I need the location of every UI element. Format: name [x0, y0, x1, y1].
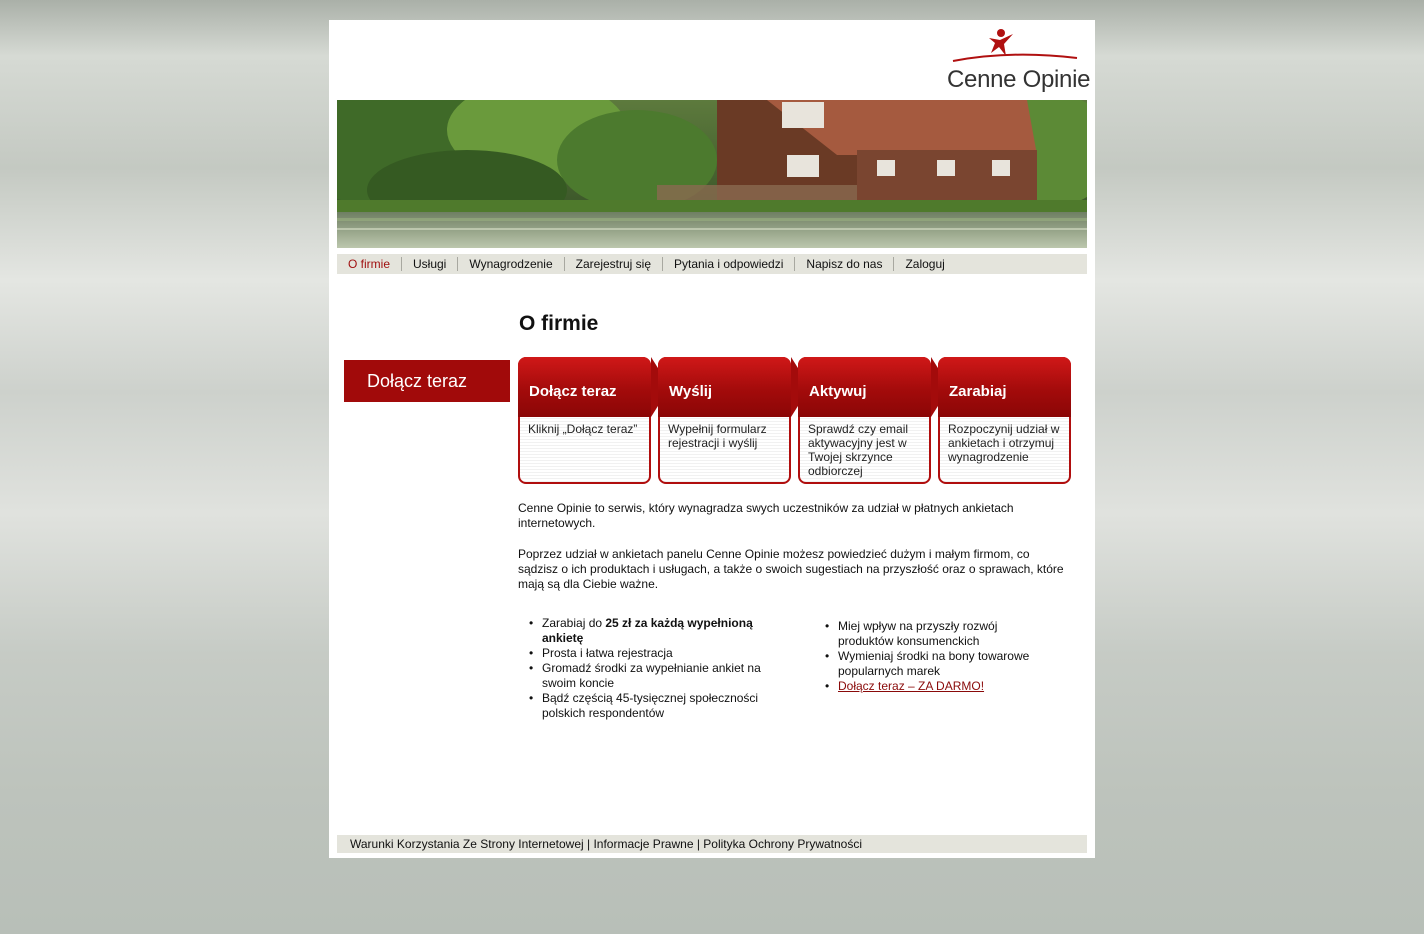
- logo[interactable]: [941, 28, 1091, 94]
- step-label: Dołącz teraz: [529, 383, 617, 400]
- step-card-activate: [798, 357, 931, 484]
- footer-link-legal[interactable]: Informacje Prawne: [593, 837, 694, 851]
- step-card-earn: [938, 357, 1071, 484]
- nav-item-pytania[interactable]: Pytania i odpowiedzi: [662, 257, 794, 271]
- description-paragraph: Poprzez udział w ankietach panelu Cenne Opinie możesz powiedzieć dużym i małym firmom, co sądzisz o ich produktach i usługach, a także o swoich sugestiach na przyszłość oraz o sprawach, które mają są dla Ciebie ważne.: [518, 547, 1064, 591]
- step-card-join: [518, 357, 651, 484]
- logo-text: Cenne Opinie: [947, 66, 1091, 93]
- footer: [337, 835, 1087, 853]
- step-description: Sprawdź czy email aktywacyjny jest w Twojej skrzynce odbiorczej: [808, 422, 909, 478]
- list-item: • Zarabiaj do 25 zł za każdą wypełnioną ankietę: [529, 616, 784, 646]
- step-label: Zarabiaj: [949, 383, 1007, 400]
- step-description: Rozpoczynij udział w ankietach i otrzymuj wynagrodzenie: [948, 422, 1060, 464]
- list-item: • Bądź częścią 45-tysięcznej społeczności polskich respondentów: [529, 691, 784, 721]
- list-item: [825, 679, 1055, 694]
- nav-item-napisz[interactable]: Napisz do nas: [794, 257, 893, 271]
- benefits-list-right: [825, 619, 1055, 694]
- footer-separator: |: [693, 837, 704, 851]
- step-description: Wypełnij formularz rejestracji i wyślij: [668, 422, 767, 450]
- list-item: • Gromadź środki za wypełnianie ankiet na swoim koncie: [529, 661, 784, 691]
- logo-figure-icon: [951, 28, 1081, 64]
- page-container: [329, 20, 1095, 858]
- nav-item-zarejestruj[interactable]: Zarejestruj się: [564, 257, 662, 271]
- footer-link-privacy[interactable]: Polityka Ochrony Prywatności: [703, 837, 863, 851]
- list-item: • Prosta i łatwa rejestracja: [529, 646, 784, 661]
- footer-link-terms[interactable]: Warunki Korzystania Ze Strony Internetowej: [350, 837, 584, 851]
- nav-item-uslugi[interactable]: Usługi: [401, 257, 457, 271]
- nav-item-zaloguj[interactable]: Zaloguj: [893, 257, 955, 271]
- step-label: Wyślij: [669, 383, 713, 400]
- step-card-send: [658, 357, 791, 484]
- list-item: • Miej wpływ na przyszły rozwój produktów konsumenckich: [825, 619, 1055, 649]
- header-banner-image: [337, 100, 1087, 248]
- intro-paragraph: Cenne Opinie to serwis, który wynagradza swych uczestników za udział w płatnych ankietach internetowych.: [518, 501, 1014, 530]
- benefits-list-left: [529, 616, 784, 721]
- page-title: O firmie: [519, 312, 599, 335]
- list-item: • Wymieniaj środki na bony towarowe popularnych marek: [825, 649, 1055, 679]
- footer-separator: |: [583, 837, 594, 851]
- step-description: Kliknij „Dołącz teraz”: [528, 422, 638, 436]
- nav-item-wynagrodzenie[interactable]: Wynagrodzenie: [457, 257, 563, 271]
- step-label: Aktywuj: [809, 383, 867, 400]
- nav-item-o-firmie[interactable]: O firmie: [348, 257, 390, 271]
- join-now-button[interactable]: Dołącz teraz: [344, 360, 510, 402]
- join-free-link[interactable]: Dołącz teraz – ZA DARMO!: [838, 679, 985, 693]
- main-navigation: [337, 254, 1087, 274]
